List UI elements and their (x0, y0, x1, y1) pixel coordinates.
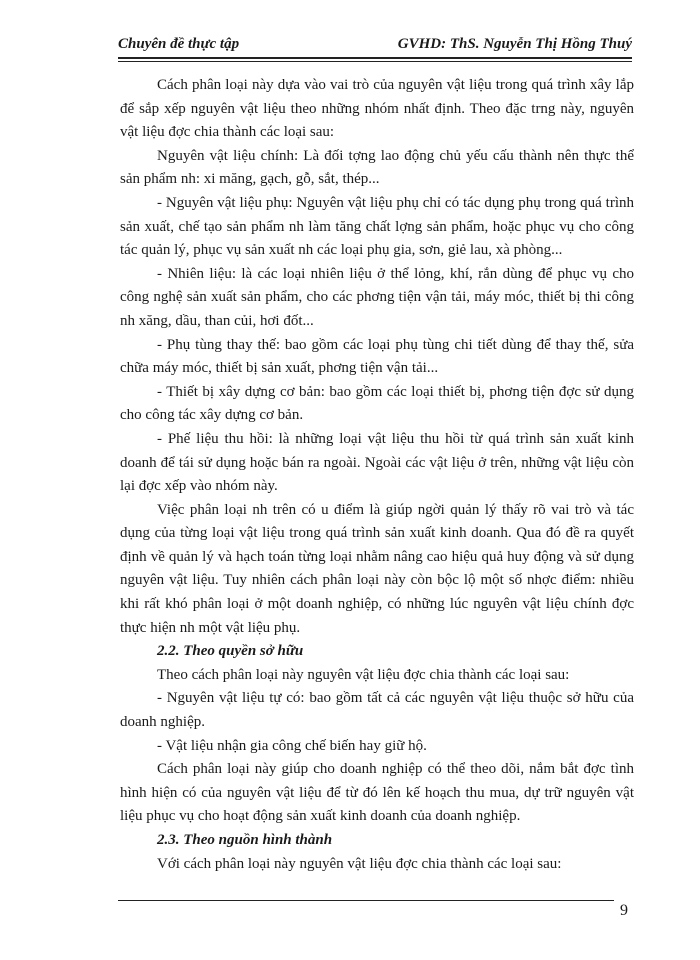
paragraph-ownership-intro: Theo cách phân loại này nguyên vật liệu đợc chia thành các loại sau: (157, 666, 570, 683)
paragraph-scrap: - Phế liệu thu hồi: là những loại vật liệu thu hồi từ quá trình sản xuất kinh doanh để tái sử dụng hoặc bán ra ngoài. Ngoài các vật liệu ở trên, những vật liệu còn lại đợc xếp vào nhóm này. (120, 430, 634, 495)
header-supervisor: GVHD: ThS. Nguyễn Thị Hồng Thuý (397, 36, 632, 52)
section-heading-source: 2.3. Theo nguồn hình thành (157, 832, 333, 848)
footer-divider (118, 900, 614, 901)
header-divider (118, 57, 632, 62)
page-header (118, 36, 632, 58)
paragraph-evaluation: Việc phân loại nh trên có u điểm là giúp ngời quản lý thấy rõ vai trò và tác dụng của từng loại vật liệu trong quá trình sản xuất kinh doanh. Qua đó đề ra quyết định về quản lý và hạch toán từng loại nhằm nâng cao hiệu quả huy động và sử dụng nguyên vật liệu. Tuy nhiên cách phân loại này còn bộc lộ một số nhợc điểm: nhiều khi rất khó phân loại ở một doanh nghiệp, có những lúc nguyên vật liệu chính đợc thực hiện nh một vật liệu phụ. (120, 501, 634, 636)
section-heading-ownership: 2.2. Theo quyền sở hữu (157, 643, 304, 660)
paragraph-fuel: - Nhiên liệu: là các loại nhiên liệu ở thể lỏng, khí, rắn dùng để phục vụ cho công nghệ sản xuất sản phẩm, cho các phơng tiện vận tải, máy móc, thiết bị thi công nh xăng, dầu, than củi, hơi đốt... (120, 265, 634, 329)
paragraph-auxiliary-material: - Nguyên vật liệu phụ: Nguyên vật liệu phụ chỉ có tác dụng phụ trong quá trình sản xuất, chế tạo sản phẩm nh làm tăng chất lợng sản phẩm, hoặc phục vụ cho công tác quản lý, phục vụ sản xuất nh các loại phụ gia, sơn, giẻ lau, xà phòng... (120, 194, 634, 259)
paragraph-source-intro: Với cách phân loại này nguyên vật liệu đợc chia thành các loại sau: (157, 855, 562, 872)
paragraph-intro: Cách phân loại này dựa vào vai trò của nguyên vật liệu trong quá trình xây lắp để sắp xếp nguyên vật liệu theo những nhóm nhất định. Theo đặc trng này, nguyên vật liệu đợc chia thành các loại sau: (120, 77, 634, 141)
paragraph-owned-material: - Nguyên vật liệu tự có: bao gồm tất cả các nguyên vật liệu thuộc sở hữu của doanh nghiệp. (120, 690, 634, 731)
paragraph-construction-equipment: - Thiết bị xây dựng cơ bản: bao gồm các loại thiết bị, phơng tiện đợc sử dụng cho công tác xây dựng cơ bản. (120, 383, 634, 424)
header-title: Chuyên đề thực tập (118, 36, 240, 52)
paragraph-ownership-evaluation: Cách phân loại này giúp cho doanh nghiệp có thể theo dõi, nắm bắt đợc tình hình hiện có của nguyên vật liệu để từ đó lên kế hoạch thu mua, dự trữ nguyên vật liệu phục vụ cho hoạt động sản xuất kinh doanh của doanh nghiệp. (120, 761, 634, 825)
paragraph-processing-material: - Vật liệu nhận gia công chế biến hay giữ hộ. (157, 737, 427, 754)
page-number: 9 (620, 902, 628, 919)
document-body (120, 74, 634, 876)
paragraph-spare-parts: - Phụ tùng thay thế: bao gồm các loại phụ tùng chi tiết dùng để thay thế, sửa chữa máy móc, thiết bị sản xuất, phơng tiện vận tải... (120, 336, 634, 377)
paragraph-main-material: Nguyên vật liệu chính: Là đối tợng lao động chủ yếu cấu thành nên thực thể sản phẩm nh: xi măng, gạch, gỗ, sắt, thép... (120, 147, 634, 188)
